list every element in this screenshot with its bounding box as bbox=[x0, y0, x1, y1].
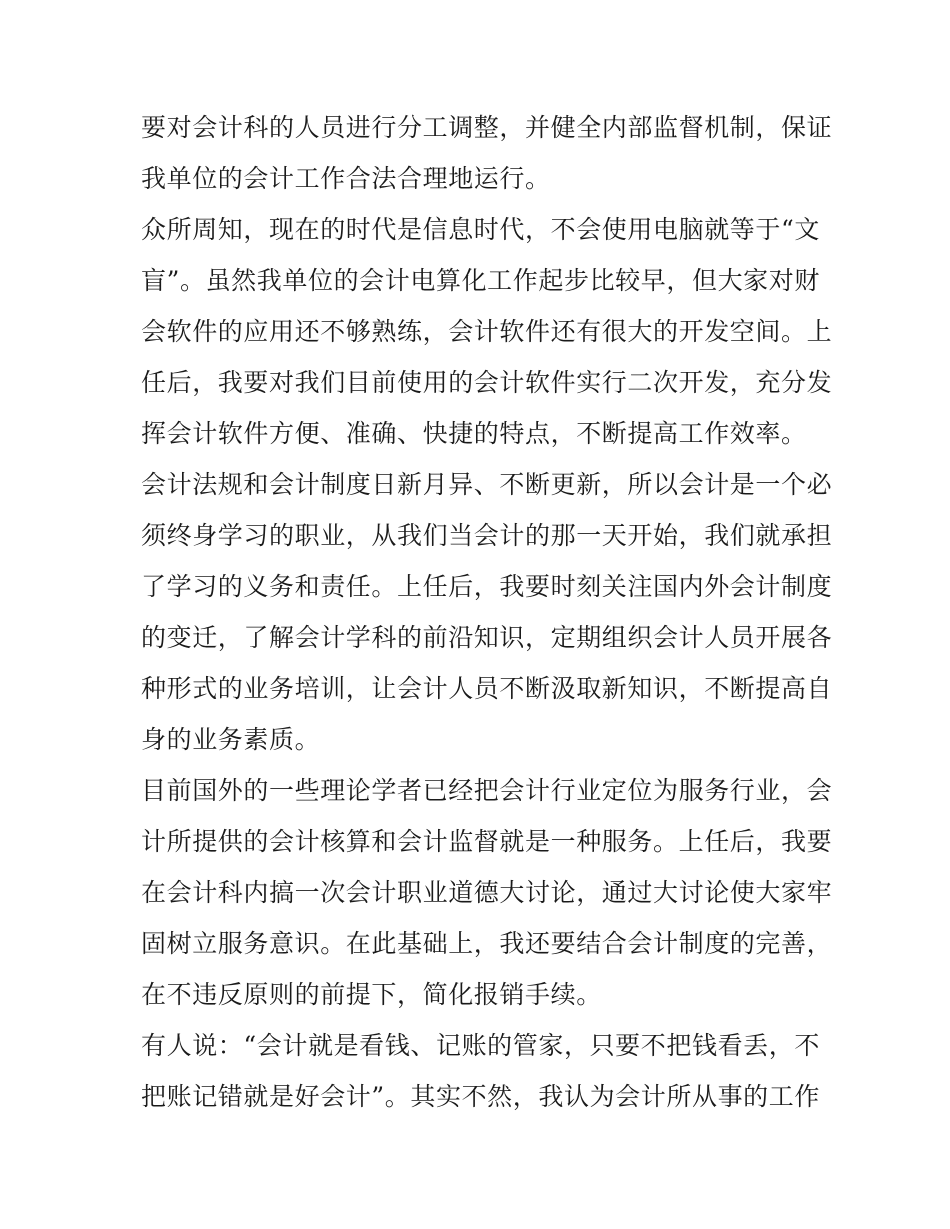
text-line: 任后，我要对我们目前使用的会计软件实行二次开发，充分发 bbox=[141, 368, 833, 397]
text-line: 在会计科内搞一次会计职业道德大讨论，通过大讨论使大家牢 bbox=[141, 878, 833, 907]
document-body bbox=[141, 102, 833, 1122]
text-line: 了学习的义务和责任。上任后，我要时刻关注国内外会计制度 bbox=[141, 572, 833, 601]
text-line: 我单位的会计工作合法合理地运行。 bbox=[141, 164, 551, 193]
text-line: 固树立服务意识。在此基础上，我还要结合会计制度的完善， bbox=[141, 929, 833, 958]
text-line: 众所周知，现在的时代是信息时代，不会使用电脑就等于“文 bbox=[141, 215, 820, 244]
text-line: 计所提供的会计核算和会计监督就是一种服务。上任后，我要 bbox=[141, 827, 833, 856]
text-line: 会软件的应用还不够熟练，会计软件还有很大的开发空间。上 bbox=[141, 317, 833, 346]
text-line: 身的业务素质。 bbox=[141, 725, 321, 754]
text-line: 须终身学习的职业，从我们当会计的那一天开始，我们就承担 bbox=[141, 521, 833, 550]
text-line: 的变迁，了解会计学科的前沿知识，定期组织会计人员开展各 bbox=[141, 623, 833, 652]
text-line: 目前国外的一些理论学者已经把会计行业定位为服务行业，会 bbox=[141, 776, 833, 805]
text-line: 有人说：“会计就是看钱、记账的管家，只要不把钱看丢，不 bbox=[141, 1031, 820, 1060]
text-line: 种形式的业务培训，让会计人员不断汲取新知识，不断提高自 bbox=[141, 674, 833, 703]
text-line: 要对会计科的人员进行分工调整，并健全内部监督机制，保证 bbox=[141, 113, 833, 142]
text-line: 把账记错就是好会计”。其实不然，我认为会计所从事的工作 bbox=[141, 1082, 820, 1111]
text-line: 盲”。虽然我单位的会计电算化工作起步比较早，但大家对财 bbox=[141, 266, 820, 295]
text-line: 挥会计软件方便、准确、快捷的特点，不断提高工作效率。 bbox=[141, 419, 807, 448]
text-line: 会计法规和会计制度日新月异、不断更新，所以会计是一个必 bbox=[141, 470, 833, 499]
text-line: 在不违反原则的前提下，简化报销手续。 bbox=[141, 980, 602, 1009]
